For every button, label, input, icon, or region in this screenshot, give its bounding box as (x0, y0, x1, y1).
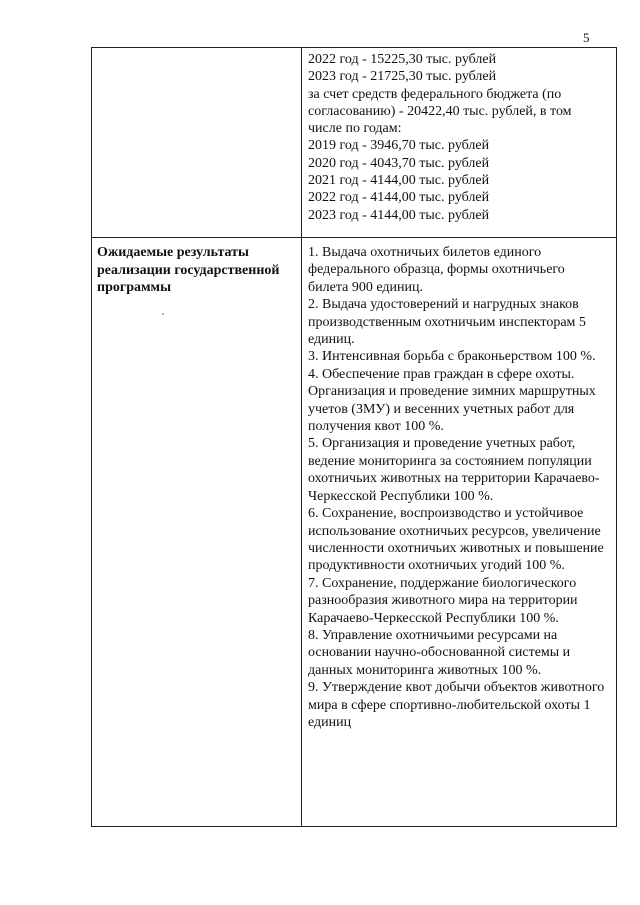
column-divider (301, 48, 302, 826)
result-item: 2. Выдача удостоверений и нагрудных знаков производственным охотничьим инспекторам 5 единиц. (308, 297, 586, 348)
funding-line: 2019 год - 3946,70 тыс. рублей (308, 138, 490, 154)
funding-line: 2020 год - 4043,70 тыс. рублей (308, 155, 490, 171)
page-number: 5 (583, 30, 590, 45)
result-item: 4. Обеспечение прав граждан в сфере охоты. Организация и проведение зимних маршрутных учетов (ЗМУ) и весенних учетных работ для получения квот 100 %. (308, 366, 596, 435)
row-divider (92, 237, 616, 238)
result-item: 1. Выдача охотничьих билетов единого федерального образца, формы охотничьего билета 900 единиц. (308, 245, 565, 295)
program-passport-table (91, 47, 617, 827)
result-item: 5. Организация и проведение учетных работ, ведение мониторинга за состоянием популяции охотничьих животных на территории Карачаево-Черкесской Республики 100 %. (308, 436, 600, 504)
funding-line: 2023 год - 4144,00 тыс. рублей (308, 207, 490, 223)
funding-line: 2022 год - 4144,00 тыс. рублей (308, 190, 490, 206)
result-item: 6. Сохранение, воспроизводство и устойчивое использование охотничьих ресурсов, увеличение численности охотничьих животных и повышение продуктивности охотничьих угодий 100 %. (308, 506, 604, 574)
expected-results-label: Ожидаемые результаты реализации государственной программы (97, 245, 280, 295)
result-item: 3. Интенсивная борьба с браконьерством 100 %. (308, 349, 596, 365)
result-item: 9. Утверждение квот добычи объектов животного мира в сфере спортивно-любительской охоты 1 единиц (308, 680, 605, 730)
funding-line: 2021 год - 4144,00 тыс. рублей (308, 173, 490, 189)
result-item: 7. Сохранение, поддержание биологического разнообразия животного мира на территории Карачаево-Черкесской Республики 100 %. (308, 575, 578, 626)
scan-speck (162, 313, 164, 315)
result-item: 8. Управление охотничьими ресурсами на основании научно-обоснованной системы и данных мониторинга животных 100 %. (308, 627, 571, 678)
funding-line: за счет средств федерального бюджета (по согласованию) - 20422,40 тыс. рублей, в том числе по годам: (308, 86, 572, 137)
funding-line: 2023 год - 21725,30 тыс. рублей (308, 69, 497, 85)
expected-results-cell (308, 244, 606, 731)
funding-cell (308, 51, 606, 224)
funding-line: 2022 год - 15225,30 тыс. рублей (308, 52, 497, 67)
